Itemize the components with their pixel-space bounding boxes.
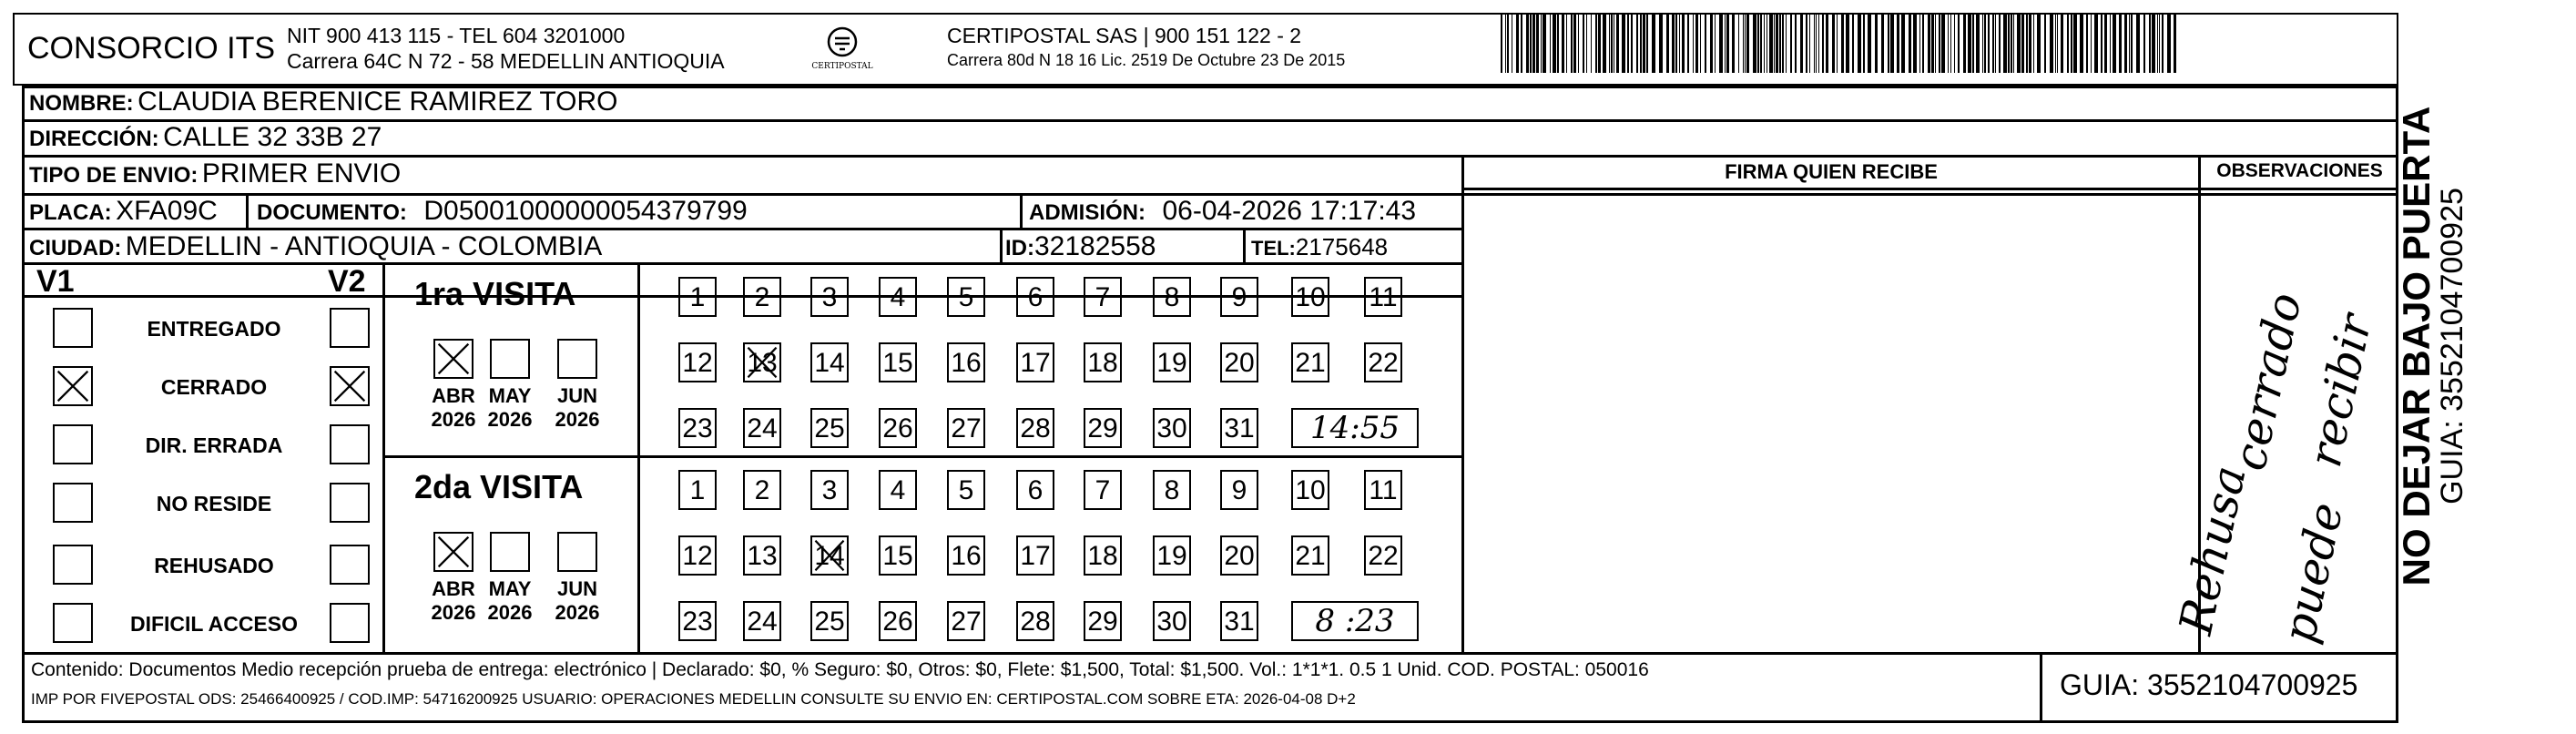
day-box[interactable]: 7 bbox=[1084, 470, 1122, 510]
visit-title: 2da VISITA bbox=[414, 468, 584, 505]
month-name: JUN bbox=[556, 577, 597, 600]
status-v2-checkbox[interactable] bbox=[330, 483, 370, 523]
certipostal-line: CERTIPOSTAL SAS | 900 151 122 - 2 bbox=[947, 24, 1302, 47]
day-box[interactable]: 12 bbox=[678, 342, 717, 382]
company-name: CONSORCIO ITS bbox=[27, 31, 276, 66]
month-year: 2026 bbox=[487, 408, 533, 431]
day-box[interactable]: 31 bbox=[1220, 408, 1258, 448]
day-box[interactable]: 29 bbox=[1084, 601, 1122, 641]
admision-label: ADMISIÓN: bbox=[1029, 200, 1145, 225]
day-box[interactable]: 23 bbox=[678, 601, 717, 641]
day-box[interactable]: 17 bbox=[1016, 535, 1054, 576]
month-checkbox[interactable] bbox=[433, 532, 473, 572]
day-box[interactable]: 20 bbox=[1220, 535, 1258, 576]
month-label bbox=[483, 577, 537, 625]
day-box[interactable]: 5 bbox=[947, 277, 985, 317]
day-box[interactable]: 3 bbox=[810, 470, 849, 510]
day-box[interactable]: 18 bbox=[1084, 342, 1122, 382]
day-box[interactable]: 5 bbox=[947, 470, 985, 510]
firma-header: FIRMA QUIEN RECIBE bbox=[1725, 160, 1938, 183]
tel-label: TEL: bbox=[1251, 237, 1296, 260]
day-box[interactable]: 10 bbox=[1291, 277, 1329, 317]
footer-imp: IMP POR FIVEPOSTAL ODS: 25466400925 / COD.IMP: 54716200925 USUARIO: OPERACIONES MEDELLIN CONSULTE SU ENVIO EN: CERTIPOSTAL.COM SOBRE ETA: 2026-04-08 D+2 bbox=[31, 690, 1356, 708]
side-text-no-dejar bbox=[2395, 73, 2470, 619]
visit-time-box[interactable]: 14:55 bbox=[1291, 408, 1419, 448]
month-name: MAY bbox=[488, 384, 532, 407]
day-box[interactable]: 15 bbox=[879, 535, 917, 576]
day-box[interactable]: 15 bbox=[879, 342, 917, 382]
certipostal-logo bbox=[810, 22, 874, 76]
day-box[interactable]: 26 bbox=[879, 408, 917, 448]
month-label bbox=[483, 384, 537, 432]
status-v2-checkbox[interactable] bbox=[330, 545, 370, 585]
day-box[interactable]: 26 bbox=[879, 601, 917, 641]
day-box[interactable]: 3 bbox=[810, 277, 849, 317]
nombre-value: CLAUDIA BERENICE RAMIREZ TORO bbox=[137, 87, 618, 117]
month-checkbox[interactable] bbox=[490, 532, 530, 572]
day-box[interactable]: 27 bbox=[947, 408, 985, 448]
day-box[interactable]: 1 bbox=[678, 277, 717, 317]
status-v1-checkbox[interactable] bbox=[53, 483, 93, 523]
status-v2-checkbox[interactable] bbox=[330, 308, 370, 348]
month-label bbox=[550, 577, 605, 625]
day-box[interactable]: 4 bbox=[879, 277, 917, 317]
day-box[interactable]: 11 bbox=[1364, 470, 1402, 510]
observaciones-handwriting-4: puede bbox=[2272, 497, 2354, 648]
tipo-value: PRIMER ENVIO bbox=[201, 158, 402, 189]
tel-value: 2175648 bbox=[1295, 233, 1389, 260]
day-box[interactable]: 10 bbox=[1291, 470, 1329, 510]
day-box[interactable]: 25 bbox=[810, 408, 849, 448]
status-label: NO RESIDE bbox=[156, 492, 272, 515]
day-box[interactable]: 28 bbox=[1016, 408, 1054, 448]
day-box[interactable]: 27 bbox=[947, 601, 985, 641]
day-box[interactable]: 21 bbox=[1291, 535, 1329, 576]
day-box[interactable]: 16 bbox=[947, 342, 985, 382]
day-box[interactable]: 17 bbox=[1016, 342, 1054, 382]
observaciones-header: OBSERVACIONES bbox=[2216, 160, 2383, 181]
month-label bbox=[426, 384, 481, 432]
day-box[interactable]: 13 bbox=[743, 342, 781, 382]
day-box[interactable]: 24 bbox=[743, 601, 781, 641]
status-label: DIFICIL ACCESO bbox=[129, 612, 298, 636]
status-label: ENTREGADO bbox=[147, 317, 281, 341]
visit-title: 1ra VISITA bbox=[414, 275, 576, 312]
placa-value: XFA09C bbox=[116, 196, 218, 226]
v1-header: V1 bbox=[36, 264, 75, 299]
day-box[interactable]: 8 bbox=[1153, 470, 1191, 510]
day-box[interactable]: 9 bbox=[1220, 470, 1258, 510]
day-box[interactable]: 18 bbox=[1084, 535, 1122, 576]
month-name: ABR bbox=[432, 577, 475, 600]
month-name: MAY bbox=[488, 577, 532, 600]
day-box[interactable]: 19 bbox=[1153, 342, 1191, 382]
direccion-label: DIRECCIÓN: bbox=[29, 127, 159, 151]
day-box[interactable]: 28 bbox=[1016, 601, 1054, 641]
logo-text: CERTIPOSTAL bbox=[811, 62, 873, 71]
status-v2-checkbox[interactable] bbox=[330, 424, 370, 464]
day-box[interactable]: 2 bbox=[743, 277, 781, 317]
id-label: ID: bbox=[1005, 236, 1034, 260]
month-year: 2026 bbox=[555, 408, 600, 431]
side-text-line2: GUIA: 3552104700925 bbox=[2435, 188, 2469, 505]
documento-label: DOCUMENTO: bbox=[257, 200, 407, 225]
status-v2-checkbox[interactable] bbox=[330, 366, 370, 406]
day-box[interactable]: 21 bbox=[1291, 342, 1329, 382]
status-v2-checkbox[interactable] bbox=[330, 603, 370, 643]
tipo-label: TIPO DE ENVIO: bbox=[29, 163, 199, 188]
status-v1-checkbox[interactable] bbox=[53, 603, 93, 643]
month-checkbox[interactable] bbox=[433, 339, 473, 379]
address-line: Carrera 64C N 72 - 58 MEDELLIN ANTIOQUIA bbox=[287, 49, 725, 73]
day-box[interactable]: 16 bbox=[947, 535, 985, 576]
day-box[interactable]: 14 bbox=[810, 535, 849, 576]
placa-label: PLACA: bbox=[29, 200, 112, 225]
month-year: 2026 bbox=[431, 408, 476, 431]
status-label: DIR. ERRADA bbox=[145, 433, 283, 457]
day-box[interactable]: 23 bbox=[678, 408, 717, 448]
month-year: 2026 bbox=[487, 601, 533, 624]
nit-line: NIT 900 413 115 - TEL 604 3201000 bbox=[287, 24, 626, 47]
month-label bbox=[426, 577, 481, 625]
status-v1-checkbox[interactable] bbox=[53, 308, 93, 348]
day-box[interactable]: 1 bbox=[678, 470, 717, 510]
status-v1-checkbox[interactable] bbox=[53, 424, 93, 464]
status-label: REHUSADO bbox=[154, 554, 274, 577]
status-v1-checkbox[interactable] bbox=[53, 545, 93, 585]
v2-header: V2 bbox=[328, 264, 366, 299]
month-checkbox[interactable] bbox=[490, 339, 530, 379]
day-box[interactable]: 11 bbox=[1364, 277, 1402, 317]
day-box[interactable]: 13 bbox=[743, 535, 781, 576]
signature-area bbox=[1464, 190, 2198, 652]
ciudad-label: CIUDAD: bbox=[29, 236, 122, 260]
day-box[interactable]: 12 bbox=[678, 535, 717, 576]
day-box[interactable]: 22 bbox=[1364, 342, 1402, 382]
day-box[interactable]: 30 bbox=[1153, 408, 1191, 448]
day-box[interactable]: 29 bbox=[1084, 408, 1122, 448]
day-box[interactable]: 6 bbox=[1016, 470, 1054, 510]
side-text-line1: NO DEJAR BAJO PUERTA bbox=[2395, 106, 2438, 586]
month-name: JUN bbox=[556, 384, 597, 407]
month-name: ABR bbox=[432, 384, 475, 407]
footer-contenido: Contenido: Documentos Medio recepción prueba de entrega: electrónico | Declarado: $0, % Seguro: $0, Otros: $0, Flete: $1,500, Total: $1,500. Vol.: 1*1*1. 0.5 1 Unid. COD. POSTAL: 050016 bbox=[31, 659, 1649, 680]
month-checkbox[interactable] bbox=[557, 339, 597, 379]
observaciones-handwriting-1: cerrado bbox=[2223, 288, 2312, 475]
day-box[interactable]: 7 bbox=[1084, 277, 1122, 317]
day-box[interactable]: 19 bbox=[1153, 535, 1191, 576]
nombre-label: NOMBRE: bbox=[29, 91, 134, 116]
day-box[interactable]: 31 bbox=[1220, 601, 1258, 641]
day-box[interactable]: 9 bbox=[1220, 277, 1258, 317]
observaciones-handwriting-2: Rehusa bbox=[2169, 461, 2256, 639]
day-box[interactable]: 8 bbox=[1153, 277, 1191, 317]
direccion-value: CALLE 32 33B 27 bbox=[163, 122, 382, 152]
id-value: 32182558 bbox=[1034, 231, 1156, 261]
month-year: 2026 bbox=[431, 601, 476, 624]
status-v1-checkbox[interactable] bbox=[53, 366, 93, 406]
day-box[interactable]: 20 bbox=[1220, 342, 1258, 382]
month-checkbox[interactable] bbox=[557, 532, 597, 572]
status-label: CERRADO bbox=[160, 375, 268, 399]
month-year: 2026 bbox=[555, 601, 600, 624]
visit-time-box[interactable]: 8 :23 bbox=[1291, 601, 1419, 641]
admision-value: 06-04-2026 17:17:43 bbox=[1162, 196, 1417, 226]
day-box[interactable]: 22 bbox=[1364, 535, 1402, 576]
day-box[interactable]: 14 bbox=[810, 342, 849, 382]
footer-guia: GUIA: 3552104700925 bbox=[2060, 668, 2358, 701]
day-box[interactable]: 25 bbox=[810, 601, 849, 641]
observaciones-handwriting-3: recibir bbox=[2298, 310, 2382, 472]
day-box[interactable]: 2 bbox=[743, 470, 781, 510]
day-box[interactable]: 30 bbox=[1153, 601, 1191, 641]
day-box[interactable]: 4 bbox=[879, 470, 917, 510]
day-box[interactable]: 6 bbox=[1016, 277, 1054, 317]
license-line: Carrera 80d N 18 16 Lic. 2519 De Octubre 23 De 2015 bbox=[947, 51, 1346, 69]
documento-value: D05001000000054379799 bbox=[423, 196, 748, 226]
barcode bbox=[1501, 13, 2179, 73]
ciudad-value: MEDELLIN - ANTIOQUIA - COLOMBIA bbox=[125, 231, 603, 261]
month-label bbox=[550, 384, 605, 432]
day-box[interactable]: 24 bbox=[743, 408, 781, 448]
